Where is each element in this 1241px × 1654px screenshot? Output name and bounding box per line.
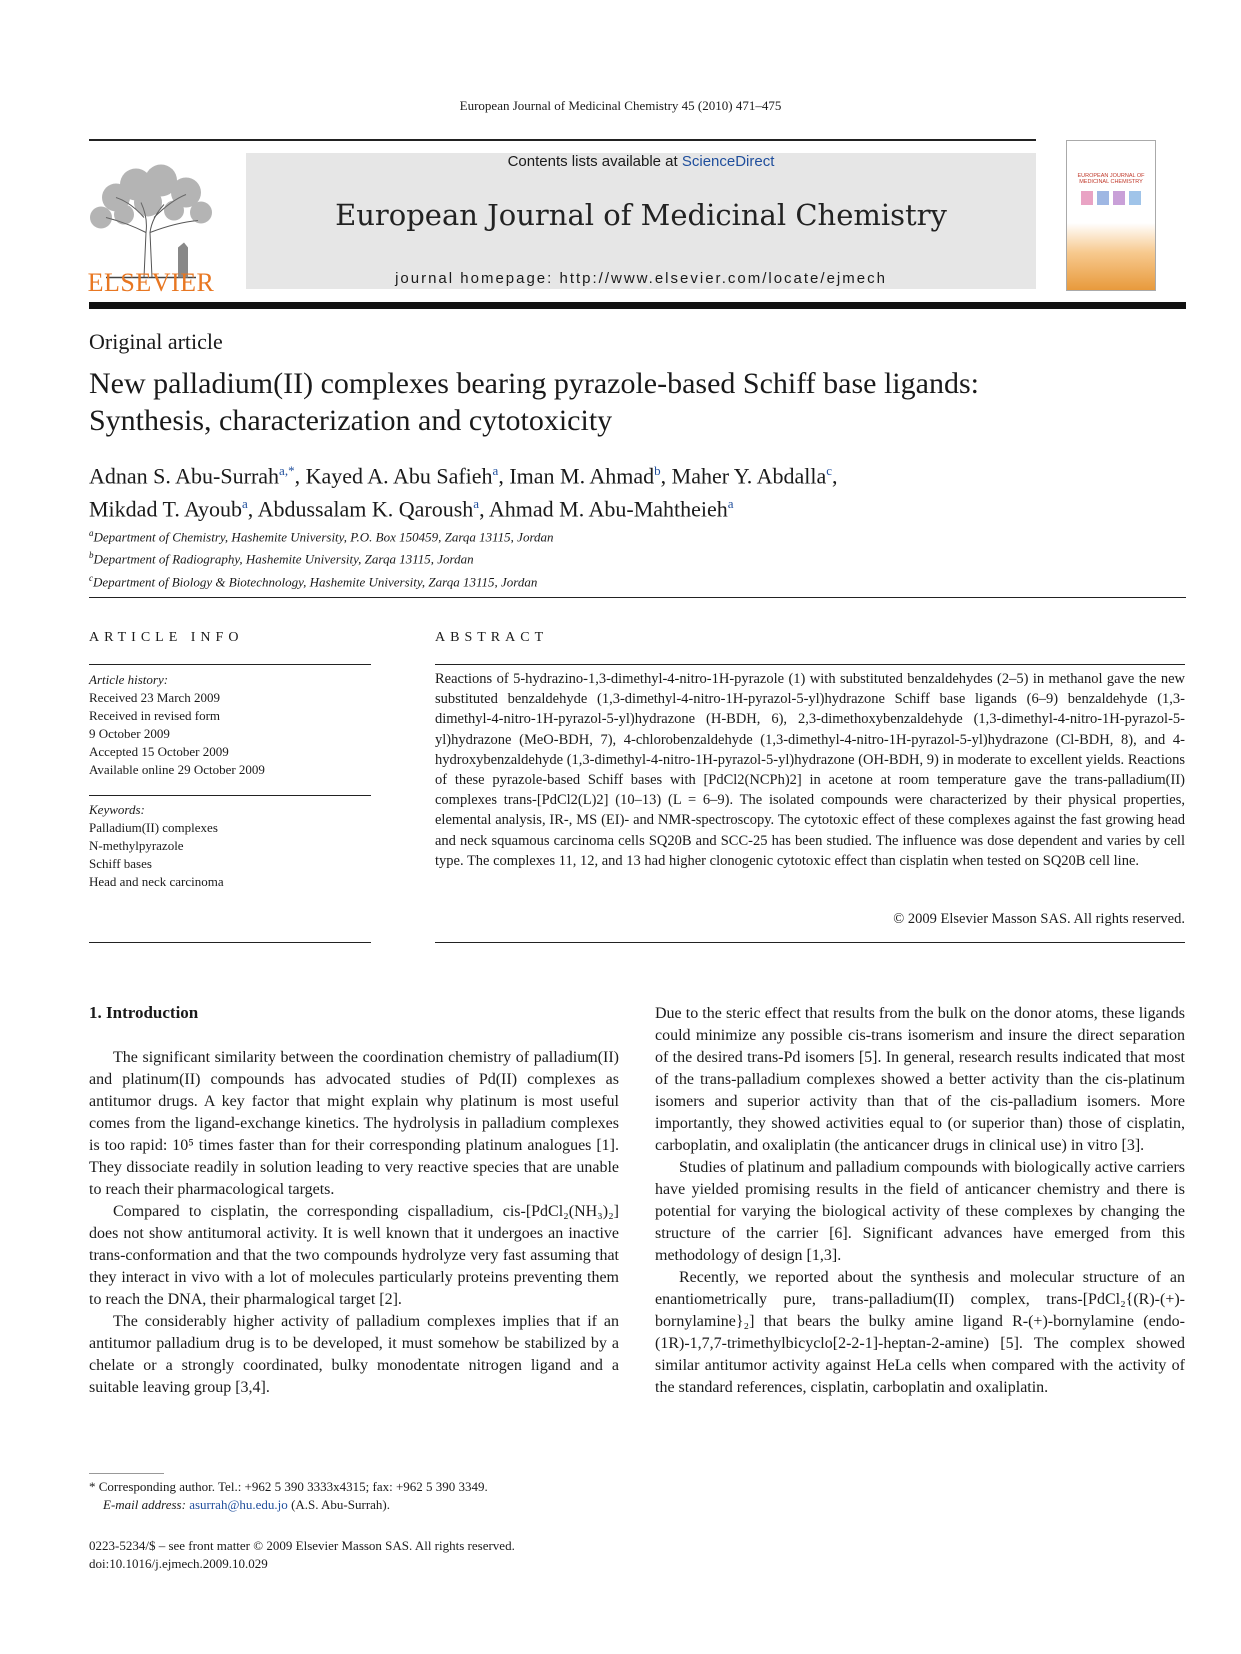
author-line-2 bbox=[89, 490, 1189, 523]
body-column-right bbox=[655, 1003, 1185, 1399]
title-line-1: New palladium(II) complexes bearing pyrazole-based Schiff base ligands: bbox=[89, 367, 979, 400]
affiliation-marker: a bbox=[89, 528, 94, 538]
info-rule bbox=[89, 942, 371, 943]
author-name: Adnan S. Abu-Surrah bbox=[89, 463, 280, 489]
author-affil-link[interactable]: a bbox=[492, 463, 499, 478]
affiliations bbox=[89, 524, 989, 591]
section-heading: 1. Introduction bbox=[89, 1003, 199, 1022]
paragraph: Due to the steric effect that results from the bulk on the donor atoms, these ligands could minimize any possible cis-trans isomerism and insure the direct separation of the desired trans-Pd isomers [5]. In general, research results indicated that most of the trans-palladium complexes showed a better activity than the cis-platinum isomers and superior activity than that of the cis-palladium isomers. More importantly, they showed activities equal to (or superior than) those of cisplatin, carboplatin, and oxaliplatin (the anticancer drugs in clinical use) in vitro [3]. bbox=[655, 1005, 1185, 1154]
keyword: Schiff bases bbox=[89, 856, 152, 871]
title-line-2: Synthesis, characterization and cytotoxicity bbox=[89, 404, 613, 437]
paragraph: Recently, we reported about the synthesis and molecular structure of an enantiometrically pure, trans-palladium(II) complex, trans-[PdCl₂{(R)-(+)-bornylamine}₂] that bears the bulky amine ligand R-(+)-bornylamine (endo-(1R)-1,7,7-trimethylbicyclo[2-2-1]-heptan-2-amine) [5]. The complex showed similar antitumor activity against HeLa cells when compared with the activity of the standard references, cisplatin, carboplatin and oxaliplatin. bbox=[655, 1269, 1185, 1396]
sciencedirect-link[interactable]: ScienceDirect bbox=[681, 153, 775, 170]
cover-title: EUROPEAN JOURNAL OF MEDICINAL CHEMISTRY bbox=[1077, 173, 1145, 185]
keywords-label: Keywords: bbox=[89, 802, 145, 817]
author-affil-link[interactable]: c bbox=[826, 463, 833, 478]
article-type: Original article bbox=[89, 329, 223, 354]
affiliation-marker: c bbox=[89, 572, 93, 583]
affiliation bbox=[89, 546, 989, 568]
author-affil-link[interactable]: a bbox=[727, 496, 734, 512]
affiliation-text: Department of Radiography, Hashemite University, Zarqa 13115, Jordan bbox=[93, 551, 474, 567]
history-item: 9 October 2009 bbox=[89, 726, 170, 741]
keyword: N-methylpyrazole bbox=[89, 838, 184, 853]
info-rule bbox=[89, 664, 371, 665]
footnote-contact: * Corresponding author. Tel.: +962 5 390 3333x4315; fax: +962 5 390 3349. bbox=[89, 1479, 488, 1494]
keyword: Palladium(II) complexes bbox=[89, 820, 218, 835]
contents-line bbox=[246, 153, 1036, 170]
abstract-heading: ABSTRACT bbox=[435, 630, 549, 645]
author-name: Mikdad T. Ayoub bbox=[89, 496, 243, 522]
history-item: Received 23 March 2009 bbox=[89, 690, 221, 705]
author-line-1 bbox=[89, 457, 1189, 490]
info-rule bbox=[89, 795, 371, 796]
body-column-left bbox=[89, 1047, 619, 1399]
author-separator: , bbox=[660, 463, 672, 489]
front-matter-note bbox=[89, 1537, 649, 1573]
section-rule bbox=[89, 597, 1186, 598]
author-affil-link[interactable]: b bbox=[654, 463, 661, 478]
author-separator: , bbox=[294, 463, 306, 489]
journal-homepage[interactable]: journal homepage: http://www.elsevier.com/locate/ejmech bbox=[395, 270, 887, 287]
author-affil-link[interactable]: a bbox=[242, 496, 248, 512]
footnote-rule bbox=[89, 1473, 164, 1474]
header-thick-rule bbox=[89, 302, 1186, 309]
paragraph: The considerably higher activity of palladium complexes implies that if an antitumor palladium drug is to be developed, it must somehow be stabilized by a chelate or a strongly coordinated, bulky monodentate nitrogen ligand and a suitable leaving group [3,4]. bbox=[89, 1313, 619, 1396]
author-name: Kayed A. Abu Safieh bbox=[305, 463, 493, 489]
paragraph: Studies of platinum and palladium compounds with biologically active carriers have yielded promising results in the field of anticancer chemistry and there is potential for varying the biological activity of these complexes by changing the structure of the carrier [6]. Significant advances have emerged from this methodology of design [1,3]. bbox=[655, 1159, 1185, 1264]
author-name: Abdussalam K. Qaroush bbox=[257, 496, 474, 522]
article-title bbox=[89, 365, 1189, 439]
journal-cover-thumbnail bbox=[1066, 140, 1156, 291]
abstract-copyright: © 2009 Elsevier Masson SAS. All rights reserved. bbox=[893, 911, 1185, 927]
front-matter: 0223-5234/$ – see front matter © 2009 Elsevier Masson SAS. All rights reserved. bbox=[89, 1538, 515, 1553]
history-item: Available online 29 October 2009 bbox=[89, 762, 265, 777]
cover-images bbox=[1081, 191, 1141, 207]
journal-citation: European Journal of Medicinal Chemistry 45 (2010) 471–475 bbox=[459, 98, 782, 113]
author-list bbox=[89, 457, 1189, 524]
paragraph: Compared to cisplatin, the corresponding cispalladium, cis-[PdCl₂(NH₃)₂] does not show antitumoral activity. It is well known that it undergoes an inactive trans-conformation and that the two compounds hydrolyze very fast assuming that they interact in vivo with a lot of molecules particularly proteins preventing them to reach the DNA, their pharmalogical target [2]. bbox=[89, 1203, 619, 1308]
abstract-text: Reactions of 5-hydrazino-1,3-dimethyl-4-nitro-1H-pyrazole (1) with substituted benzaldehydes (2–5) in methanol gave the new substituted benzaldehyde (1,3-dimethyl-4-nitro-1H-pyrazol-5-yl)hydrazone Schiff base ligands (6–9) benzaldehyde (1,3-dimethyl-4-nitro-1H-pyrazol-5-yl)hydrazone (H-BDH, 6), 2,3-dimethoxybenzaldehyde (1,3-dimethyl-4-nitro-1H-pyrazol-5-yl)hydrazone (MeO-BDH, 7), 4-chlorobenzaldehyde (1,3-dimethyl-4-nitro-1H-pyrazol-5-yl)hydrazone (Cl-BDH, 8), and 4-hydroxybenzaldehyde (1,3-dimethyl-4-nitro-1H-pyrazol-5-yl)hydrazone (OH-BDH, 9) in moderate to excellent yields. Reactions of these pyrazole-based Schiff bases with [PdCl2(NCPh)2] in acetone at room temperature gave the trans-palladium(II) complexes trans-[PdCl2(L)2] (10–13) (L = 6–9). The isolated compounds were characterized by their physical properties, elemental analysis, IR-, MS (EI)- and NMR-spectroscopy. The cytotoxic effect of these complexes against the fast growing head and neck squamous carcinoma cells SQ20B and SCC-25 has been studied. The influence was dose dependent and varies by cell type. The complexes 11, 12, and 13 had higher clonogenic cytotoxic effect than cisplatin when tested on SQ20B cell line. bbox=[435, 671, 1185, 869]
publisher-wordmark: ELSEVIER bbox=[87, 268, 215, 297]
author-name: Maher Y. Abdalla bbox=[671, 463, 827, 489]
author-separator: , bbox=[498, 463, 510, 489]
author-separator: , bbox=[479, 496, 489, 522]
affiliation-marker: b bbox=[89, 550, 94, 561]
author-affil-link[interactable]: a,* bbox=[279, 463, 295, 478]
affiliation bbox=[89, 524, 989, 546]
doi[interactable]: doi:10.1016/j.ejmech.2009.10.029 bbox=[89, 1556, 268, 1571]
affiliation bbox=[89, 569, 989, 591]
abstract-rule bbox=[435, 942, 1185, 943]
history-item: Received in revised form bbox=[89, 708, 221, 723]
article-info-heading: ARTICLE INFO bbox=[89, 630, 244, 645]
affiliation-text: Department of Biology & Biotechnology, Hashemite University, Zarqa 13115, Jordan bbox=[93, 573, 538, 589]
corresponding-author-footnote bbox=[89, 1478, 649, 1514]
article-history bbox=[89, 671, 379, 779]
footnote-email-line bbox=[89, 1496, 649, 1514]
contents-prefix: Contents lists available at bbox=[507, 153, 682, 170]
author-separator: , bbox=[247, 496, 258, 522]
author-name: Iman M. Ahmad bbox=[509, 463, 655, 489]
paragraph: The significant similarity between the coordination chemistry of palladium(II) and platinum(II) compounds has advocated studies of Pd(II) complexes as antitumor drugs. A key factor that might explain why platinum is most useful comes from the ligand-exchange kinetics. The hydrolysis in palladium complexes is too rapid: 10⁵ times faster than for their corresponding platinum analogues [1]. They dissociate readily in solution leading to very reactive species that are unable to reach their pharmacological targets. bbox=[89, 1049, 619, 1198]
email-suffix: (A.S. Abu-Surrah). bbox=[287, 1497, 390, 1512]
journal-name: European Journal of Medicinal Chemistry bbox=[335, 198, 947, 232]
email-label: E-mail address: bbox=[103, 1497, 190, 1512]
affiliation-text: Department of Chemistry, Hashemite University, P.O. Box 150459, Zarqa 13115, Jordan bbox=[93, 529, 554, 545]
keywords bbox=[89, 801, 379, 891]
history-item: Accepted 15 October 2009 bbox=[89, 744, 229, 759]
abstract-rule bbox=[435, 664, 1185, 665]
header-rule bbox=[89, 139, 1036, 141]
author-name: Ahmad M. Abu-Mahtheieh bbox=[488, 496, 728, 522]
keyword: Head and neck carcinoma bbox=[89, 874, 224, 889]
email-link[interactable]: asurrah@hu.edu.jo bbox=[189, 1497, 288, 1512]
author-affil-link[interactable]: a bbox=[473, 496, 480, 512]
history-label: Article history: bbox=[89, 672, 169, 687]
author-separator: , bbox=[832, 463, 838, 489]
